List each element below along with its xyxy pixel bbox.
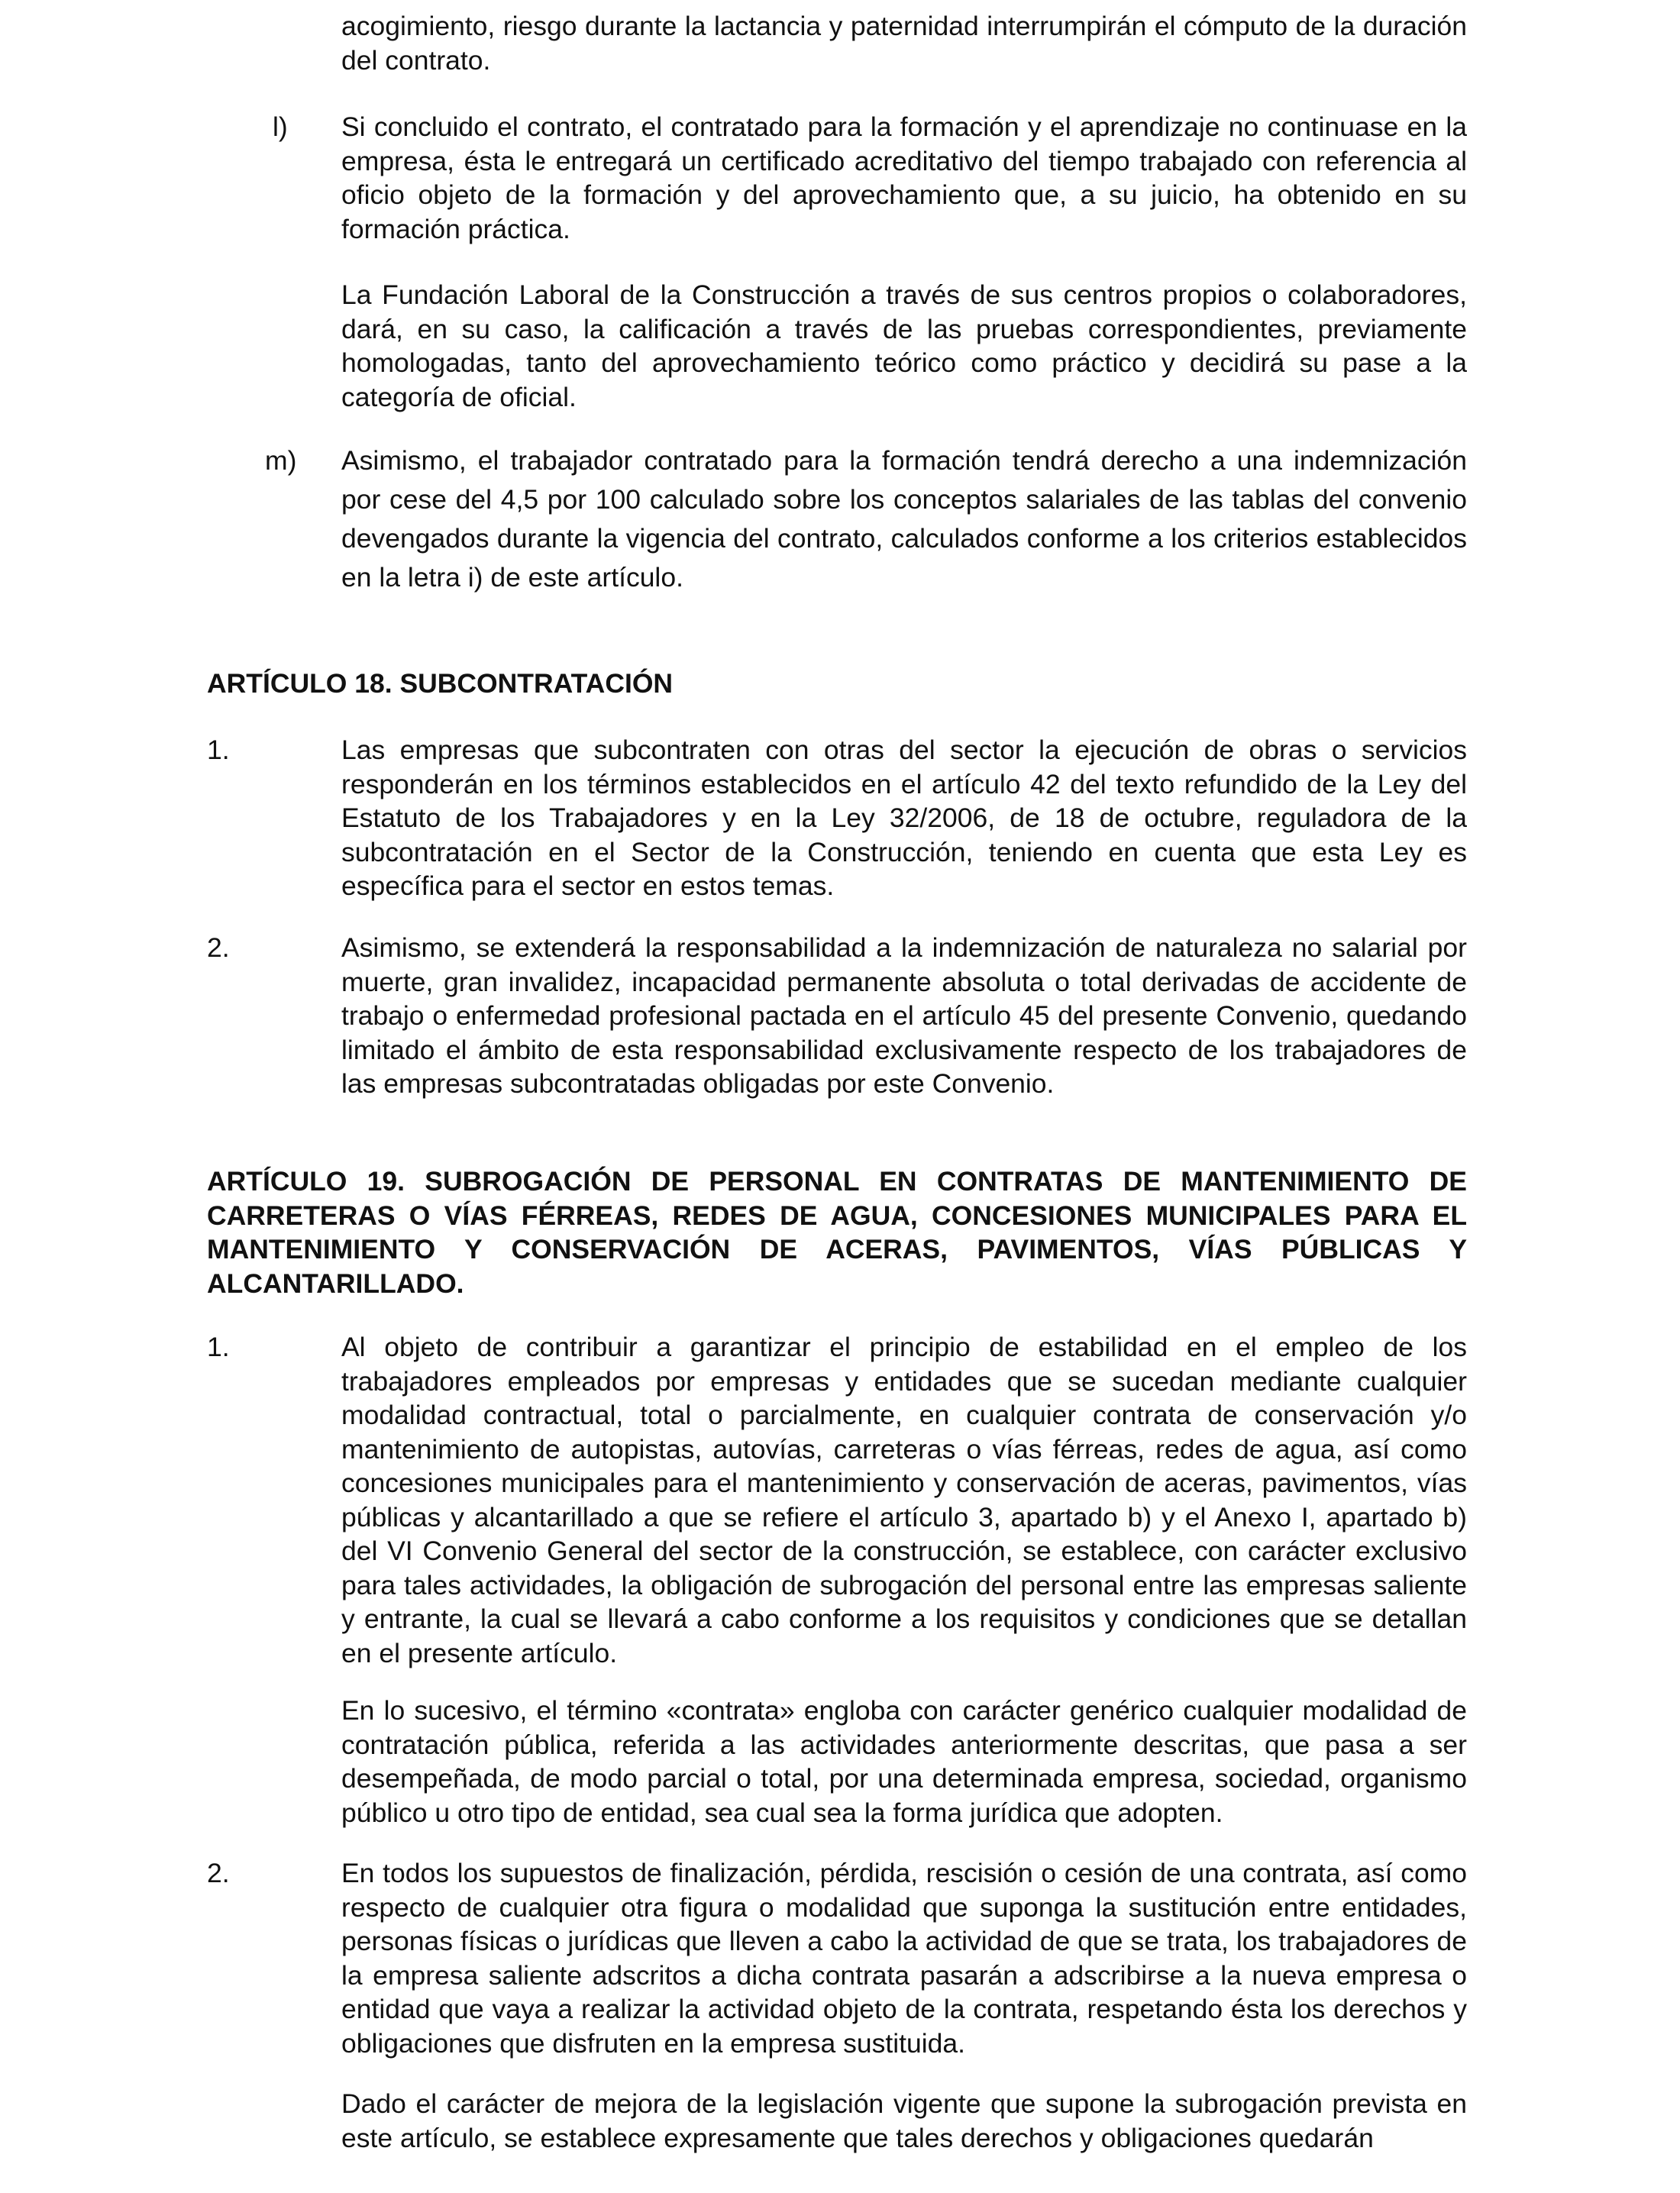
list-marker: 2. [207, 932, 230, 963]
article-19-heading: ARTÍCULO 19. SUBROGACIÓN DE PERSONAL EN CONTRATAS DE MANTENIMIENTO DE CARRETERAS O VÍAS FÉRREAS, REDES DE AGUA, CONCESIONES MUNICIPALES PARA EL MANTENIMIENTO Y CONSERVACIÓN DE ACERAS, PAVIMENTOS, VÍAS PÚBLICAS Y ALCANTARILLADO. [207, 1166, 1467, 1299]
article-19-item-2 [207, 1856, 1467, 2060]
paragraph-text: Las empresas que subcontraten con otras del sector la ejecución de obras o servicios responderán en los términos establecidos en el artículo 42 del texto refundido de la Ley del Estatuto de los Trabajadores y en la Ley 32/2006, de 18 de octubre, reguladora de la subcontratación en el Sector de la Construcción, teniendo en cuenta que esta Ley es específica para el sector en estos temas. [341, 735, 1467, 901]
continuation-paragraph [341, 9, 1467, 77]
article-18-item-2 [207, 931, 1467, 1101]
paragraph-text: En lo sucesivo, el término «contrata» engloba con carácter genérico cualquier modalidad de contratación pública, referida a las actividades anteriormente descritas, que pasa a ser desempeñada, de modo parcial o total, por una determinada empresa, sociedad, organismo público u otro tipo de entidad, sea cual sea la forma jurídica que adopten. [341, 1695, 1467, 1828]
paragraph-text: Asimismo, se extenderá la responsabilidad a la indemnización de naturaleza no salarial por muerte, gran invalidez, incapacidad permanente absoluta o total derivadas de accidente de trabajo o enfermedad profesional pactada en el artículo 45 del presente Convenio, quedando limitado el ámbito de esta responsabilidad exclusivamente respecto de los trabajadores de las empresas subcontratadas obligadas por este Convenio. [341, 932, 1467, 1099]
paragraph-text: acogimiento, riesgo durante la lactancia y paternidad interrumpirán el cómputo de la duración del contrato. [341, 11, 1467, 76]
list-marker: m) [265, 445, 297, 476]
list-marker: l) [273, 111, 288, 142]
article-19-item-1 [207, 1330, 1467, 1670]
article-19-item-1-continuation [341, 1694, 1467, 1830]
paragraph-text: Dado el carácter de mejora de la legislación vigente que supone la subrogación prevista en este artículo, se establece expresamente que tales derechos y obligaciones quedarán [341, 2088, 1467, 2153]
paragraph-text: En todos los supuestos de finalización, pérdida, rescisión o cesión de una contrata, así como respecto de cualquier otra figura o modalidad que suponga la sustitución entre entidades, personas físicas o jurídicas que lleven a cabo la actividad de que se trata, los trabajadores de la empresa saliente adscritos a dicha contrata pasarán a adscribirse a la nueva empresa o entidad que vaya a realizar la actividad objeto de la contrata, respetando ésta los derechos y obligaciones que disfruten en la empresa sustituida. [341, 1858, 1467, 2059]
article-19-item-2-continuation [341, 2087, 1467, 2155]
list-marker: 1. [207, 735, 230, 765]
article-18-heading: ARTÍCULO 18. SUBCONTRATACIÓN [207, 668, 674, 699]
paragraph-text: Asimismo, el trabajador contratado para la formación tendrá derecho a una indemnización por cese del 4,5 por 100 calculado sobre los conceptos salariales de las tablas del convenio devengados durante la vigencia del contrato, calculados conforme a los criterios establecidos en la letra i) de este artículo. [341, 445, 1467, 593]
article-18-item-1 [207, 733, 1467, 903]
paragraph-text: La Fundación Laboral de la Construcción a través de sus centros propios o colaboradores, dará, en su caso, la calificación a través de las pruebas correspondientes, previamente homologadas, tanto del aprovechamiento teórico como práctico y decidirá su pase a la categoría de oficial. [341, 279, 1467, 412]
item-l [273, 110, 1467, 246]
paragraph-text: Si concluido el contrato, el contratado para la formación y el aprendizaje no continuase en la empresa, ésta le entregará un certificado acreditativo del tiempo trabajado con referencia al oficio objeto de la formación y del aprovechamiento que, a su juicio, ha obtenido en su formación práctica. [341, 111, 1467, 244]
paragraph-text: Al objeto de contribuir a garantizar el principio de estabilidad en el empleo de los trabajadores empleados por empresas y entidades que se sucedan mediante cualquier modalidad contractual, total o parcialmente, en cualquier contrata de conservación y/o mantenimiento de autopistas, autovías, carreteras o vías férreas, redes de agua, así como concesiones municipales para el mantenimiento y conservación de aceras, pavimentos, vías públicas y alcantarillado a que se refiere el artículo 3, apartado b) y el Anexo I, apartado b) del VI Convenio General del sector de la construcción, se establece, con carácter exclusivo para tales actividades, la obligación de subrogación del personal entre las empresas saliente y entrante, la cual se llevará a cabo conforme a los requisitos y condiciones que se detallan en el presente artículo. [341, 1332, 1467, 1668]
item-l-continuation [341, 278, 1467, 414]
item-m [265, 441, 1467, 597]
list-marker: 1. [207, 1332, 230, 1362]
list-marker: 2. [207, 1858, 230, 1888]
